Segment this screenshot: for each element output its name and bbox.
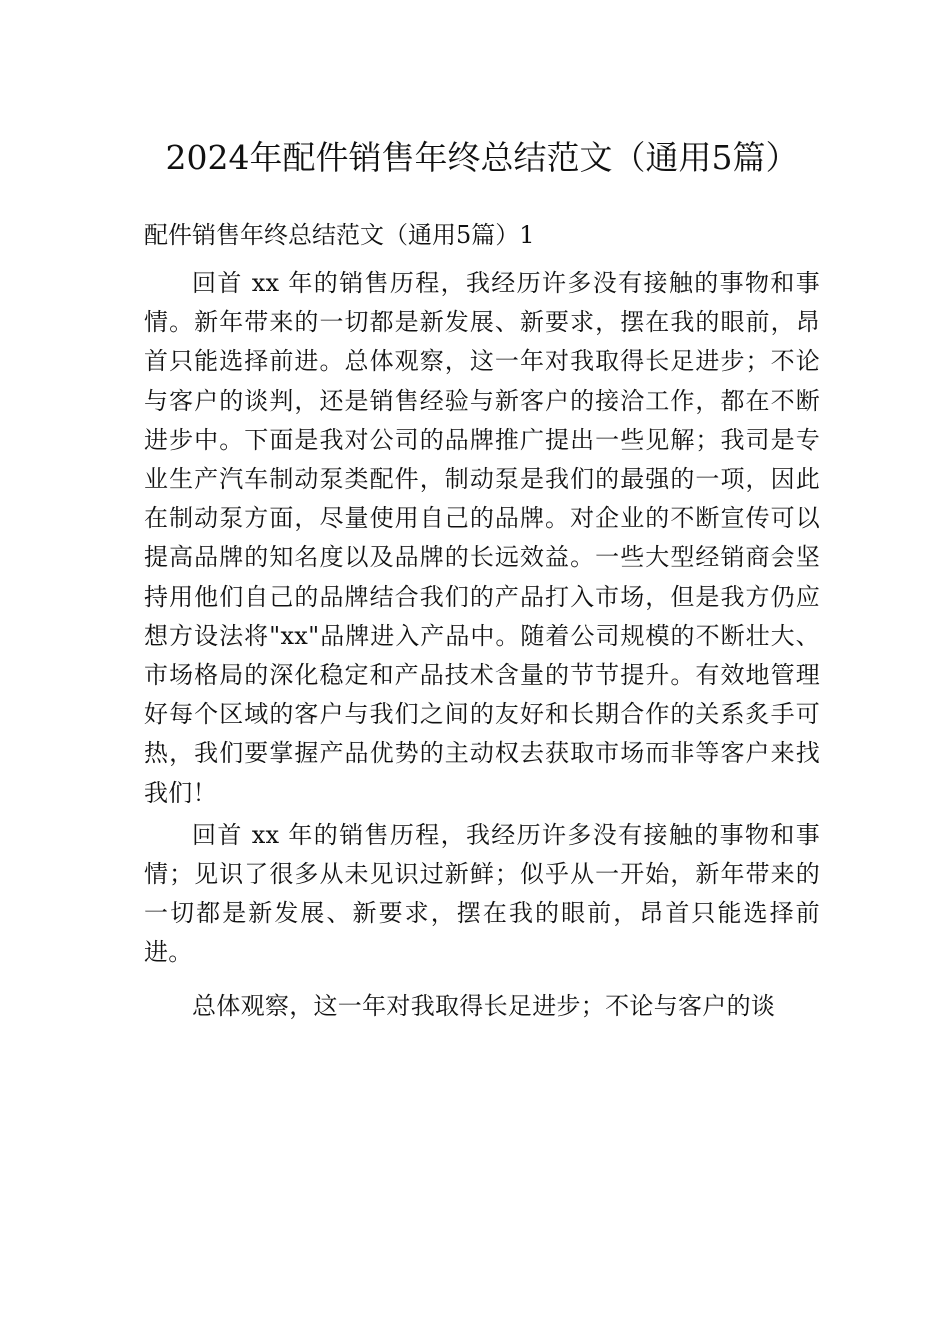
document-title: 2024年配件销售年终总结范文（通用5篇）	[165, 138, 799, 177]
body-paragraph-1: 回首 xx 年的销售历程，我经历许多没有接触的事物和事情。新年带来的一切都是新发展、新要求，摆在我的眼前，昂首只能选择前进。总体观察，这一年对我取得长足进步；不论与客户的谈判，还是销售经验与新客户的接洽工作，都在不断进步中。下面是我对公司的品牌推广提出一些见解；我司是专业生产汽车制动泵类配件，制动泵是我们的最强的一项，因此在制动泵方面，尽量使用自己的品牌。对企业的不断宣传可以提高品牌的知名度以及品牌的长远效益。一些大型经销商会坚持用他们自己的品牌结合我们的产品打入市场，但是我方仍应想方设法将"xx"品牌进入产品中。随着公司规模的不断壮大、市场格局的深化稳定和产品技术含量的节节提升。有效地管理好每个区域的客户与我们之间的友好和长期合作的关系炙手可热，我们要掌握产品优势的主动权去获取市场而非等客户来找我们！	[144, 269, 820, 807]
body-paragraph-2: 回首 xx 年的销售历程，我经历许多没有接触的事物和事情；见识了很多从未见识过新鲜；似乎从一开始，新年带来的一切都是新发展、新要求，摆在我的眼前，昂首只能选择前进。	[144, 820, 820, 967]
section-title: 配件销售年终总结范文（通用5篇）1	[144, 221, 535, 249]
body-paragraph-3: 总体观察，这一年对我取得长足进步；不论与客户的谈	[192, 991, 776, 1020]
